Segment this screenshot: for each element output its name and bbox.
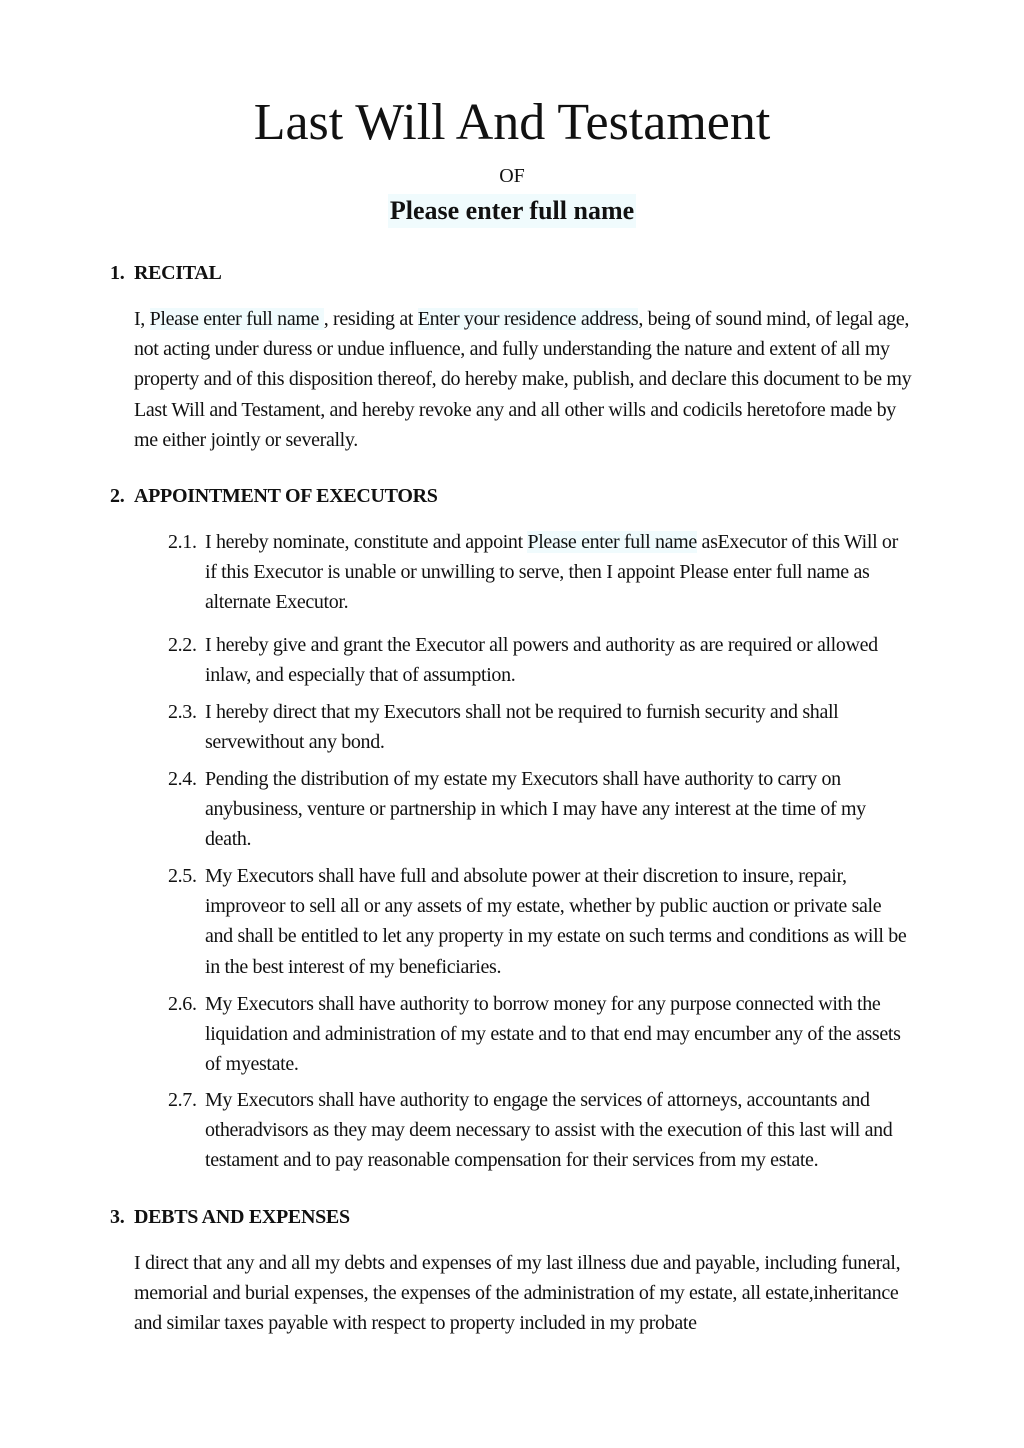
clause-text: My Executors shall have authority to engage the services of attorneys, accountants and otheradvisors as they may deem necessary to assist with the execution of this last will and testament and to pay reasonable compensation for their services from my estate. [205,1089,893,1172]
section-title: DEBTS AND EXPENSES [134,1206,350,1228]
clause-number: 2.3. [168,701,197,723]
clause-2-5 [168,861,908,982]
section-number: 3. [110,1206,125,1228]
testator-name-field[interactable]: Please enter full name [388,194,636,228]
section-number: 1. [110,262,125,284]
clause-text: My Executors shall have full and absolute power at their discretion to insure, repair, improveor to sell all or any assets of my estate, whether by public auction or private sale and shall be entitled to let any property in my estate on such terms and conditions as will be in the best interest of my beneficiaries. [205,865,907,978]
clause-text: I hereby give and grant the Executor all powers and authority as are required or allowed inlaw, and especially that of assumption. [205,634,878,687]
clause-text: Pending the distribution of my estate my Executors shall have authority to carry on anybusiness, venture or partnership in which I may have any interest at the time of my death. [205,768,866,851]
clause-2-4 [168,764,908,855]
clause-number: 2.6. [168,993,197,1015]
clause-number: 2.4. [168,768,197,790]
recital-name-field[interactable]: Please enter full name [149,308,324,330]
clause-2-7 [168,1085,908,1176]
clause-2-1 [168,527,908,618]
clause-2-6 [168,989,908,1080]
executor-name-field[interactable]: Please enter full name [527,531,697,553]
text-run: , residing at [323,308,418,330]
residence-address-field[interactable]: Enter your residence address [417,308,639,330]
text-run: I hereby nominate, constitute and appoint [205,531,528,553]
recital-paragraph [134,304,914,455]
testator-name-line [0,194,1024,228]
document-title: Last Will And Testament [253,94,771,151]
section-heading-executors [110,483,438,509]
of-label: OF [499,165,525,187]
section-title: APPOINTMENT OF EXECUTORS [134,485,438,507]
text-run: , being of sound mind, of legal age, not acting under duress or undue influence, and fully understanding the nature and extent of all my property and of this disposition thereof, do hereby make, publish, and declare this document to be my Last Will and Testament, and hereby revoke any and all other wills and codicils heretofore made by me either jointly or severally. [134,308,912,451]
clause-2-3 [168,697,908,757]
clause-number: 2.7. [168,1089,197,1111]
clause-2-2 [168,630,908,690]
section-heading-debts [110,1204,350,1230]
section-number: 2. [110,485,125,507]
clause-text: I hereby direct that my Executors shall not be required to furnish security and shall servewithout any bond. [205,701,839,754]
clause-number: 2.5. [168,865,197,887]
clause-text: My Executors shall have authority to borrow money for any purpose connected with the liquidation and administration of my estate and to that end may encumber any of the assets of myestate. [205,993,901,1076]
section-heading-recital [110,260,222,286]
debts-paragraph: I direct that any and all my debts and expenses of my last illness due and payable, including funeral, memorial and burial expenses, the expenses of the administration of my estate, all estate,inheritance and similar taxes payable with respect to property included in my probate [134,1252,901,1335]
clause-number: 2.2. [168,634,197,656]
section-title: RECITAL [134,262,222,284]
clause-number: 2.1. [168,531,197,553]
text-run: I, [134,308,150,330]
text-run: asExecutor of this Will or if this Executor is unable or unwilling to serve, then I appoint Please enter full name as alternate Executor. [205,531,898,614]
